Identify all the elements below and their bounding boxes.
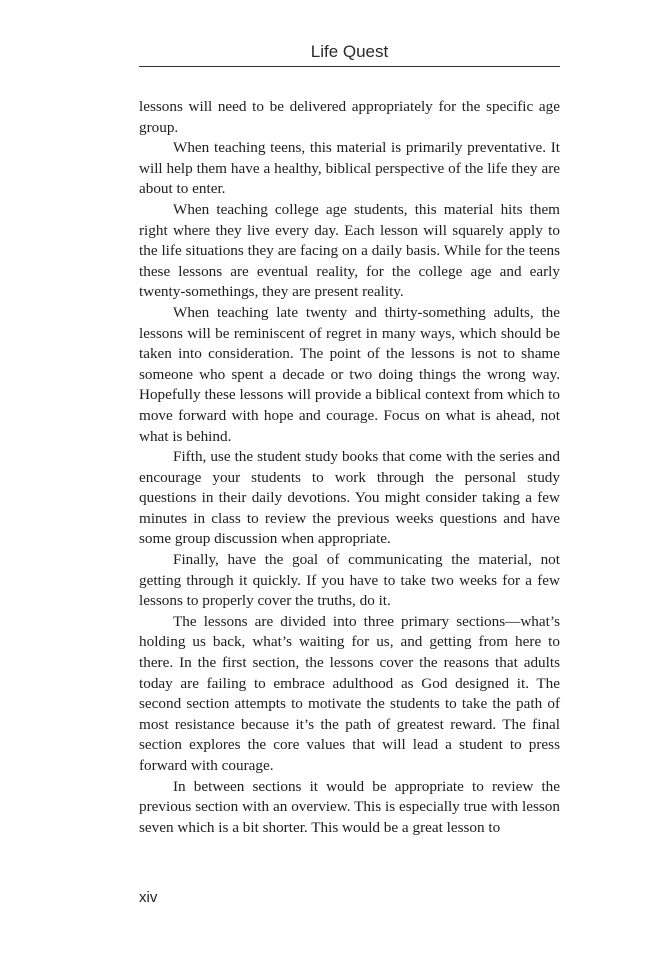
- page-number: xiv: [139, 889, 158, 906]
- paragraph-college: When teaching college age students, this material hits them right where they live every day. Each lesson will squarely apply to the life situations they are facing on a daily basis. While for the teens these lessons are eventual reality, for the college age and early twenty-somethings, they are present reality.: [139, 200, 560, 301]
- paragraph-sections: The lessons are divided into three primary sections—what’s holding us back, what’s waiting for us, and getting from here to there. In the first section, the lessons cover the reasons that adults today are failing to embrace adulthood as God designed it. The second section attempts to motivate the students to take the path of most resistance because it’s the path of greatest reward. The final section explores the core values that will lead a student to press forward with courage.: [139, 612, 560, 774]
- paragraph-finally: Finally, have the goal of communicating the material, not getting through it quickly. If you have to take two weeks for a few lessons to properly cover the truths, do it.: [139, 551, 560, 610]
- paragraph-adults: When teaching late twenty and thirty-something adults, the lessons will be reminiscent of regret in many ways, which should be taken into consideration. The point of the lessons is not to shame someone who spent a decade or two doing things the wrong way. Hopefully these lessons will provide a biblical context from which to move forward with hope and courage. Focus on what is ahead, not what is behind.: [139, 303, 560, 445]
- paragraph-fifth: Fifth, use the student study books that come with the series and encourage your students to work through the personal study questions in their daily devotions. You might consider taking a few minutes in class to review the previous weeks questions and have some group discussion when appropriate.: [139, 448, 560, 548]
- paragraph-teens: When teaching teens, this material is primarily preventative. It will help them have a healthy, biblical perspective of the life they are about to enter.: [139, 139, 560, 198]
- running-head: Life Quest: [310, 42, 389, 61]
- paragraph-continued: lessons will need to be delivered appropriately for the specific age group.: [139, 98, 560, 136]
- body-text: [139, 97, 560, 838]
- paragraph-between: In between sections it would be appropriate to review the previous section with an overview. This is especially true with lesson seven which is a bit shorter. This would be a great lesson to: [139, 777, 560, 836]
- header-rule: [139, 66, 560, 67]
